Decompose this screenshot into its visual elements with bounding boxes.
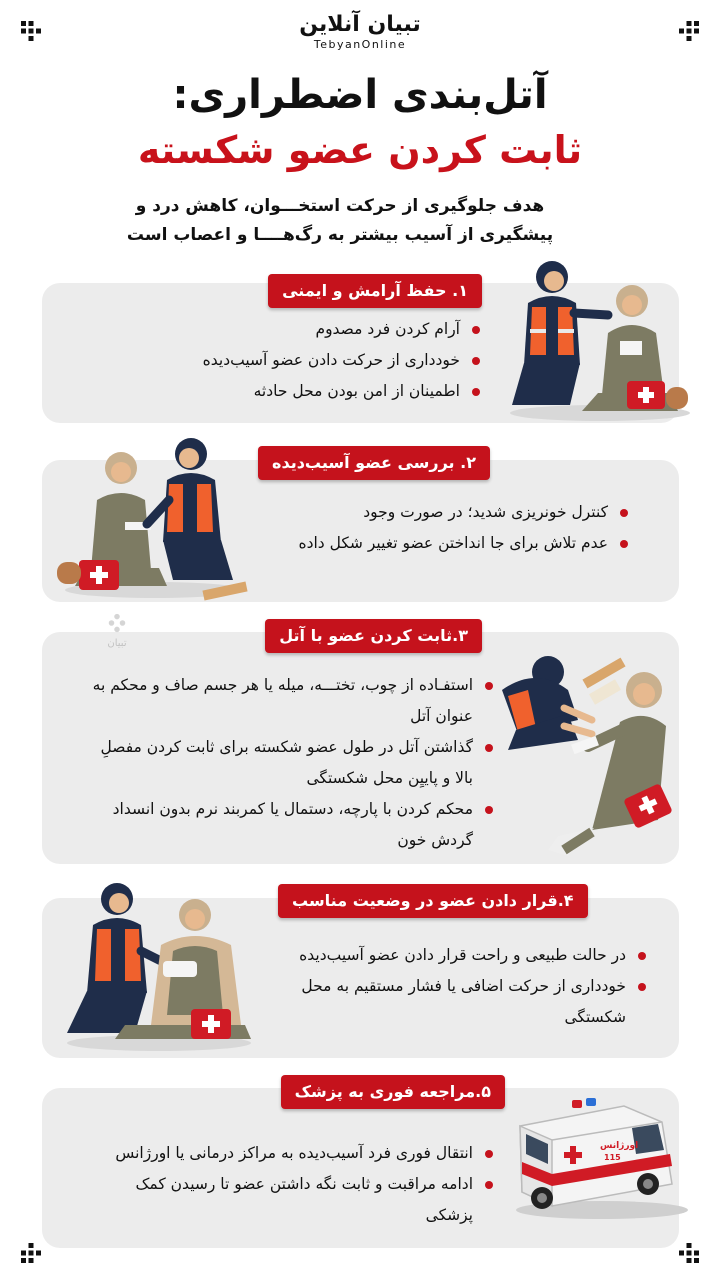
- page-subtitle-red: ثابت کردن عضو شکسته: [137, 128, 583, 172]
- page-title: آتل‌بندی اضطراری:: [172, 72, 548, 118]
- step-title: ۳.ثابت کردن عضو با آتل: [265, 619, 482, 653]
- step-list: [90, 1138, 495, 1231]
- list-item: خودداری از حرکت اضافی یا فشار مستقیم به محل شکستگی: [268, 971, 648, 1033]
- ambulance-icon: [512, 1088, 690, 1223]
- rescuer-checking-arm-icon: [55, 430, 250, 605]
- brand-logo: [0, 12, 720, 52]
- list-item: آرام کردن فرد مصدوم: [162, 314, 482, 345]
- list-item: در حالت طبیعی و راحت قرار دادن عضو آسیب‌دیده: [268, 940, 648, 971]
- ambulance-label: اورژانس: [600, 1141, 639, 1151]
- corner-ornament-icon: [676, 1240, 702, 1266]
- step-title: ۱. حفظ آرامش و ایمنی: [268, 274, 482, 308]
- watermark-logo: [93, 612, 141, 660]
- list-item: کنترل خونریزی شدید؛ در صورت وجود: [250, 497, 630, 528]
- step-list: [90, 670, 495, 856]
- list-item: محکم کردن با پارچه، دستمال یا کمربند نرم بدون انسداد گردش خون: [90, 794, 495, 856]
- intro-line: پیشگیری از آسیب بیشتر به رگ‌هــــا و اعصاب است: [126, 225, 554, 245]
- list-item: اطمینان از امن بودن محل حادثه: [162, 376, 482, 407]
- list-item: خودداری از حرکت دادن عضو آسیب‌دیده: [162, 345, 482, 376]
- list-item: عدم تلاش برای جا انداختن عضو تغییر شکل داده: [250, 528, 630, 559]
- rescuer-splinting-icon: [488, 650, 688, 865]
- brand-name-fa: تبیان آنلاین: [299, 12, 421, 37]
- list-item: گذاشتن آتل در طول عضو شکسته برای ثابت کردن مفصلِ بالا و پاییِن محل شکستگی: [90, 732, 495, 794]
- watermark-text: تبیان: [107, 638, 127, 649]
- step-list: [250, 497, 630, 559]
- step-title: ۲. بررسی عضو آسیب‌دیده: [258, 446, 490, 480]
- rescuer-comforting-injured-icon: [500, 255, 695, 425]
- corner-ornament-icon: [18, 1240, 44, 1266]
- intro-line: هدف جلوگیری از حرکت استخـــوان، کاهش درد و: [135, 196, 545, 216]
- list-item: استفـاده از چوب، تختـــه، میله یا هر جسم صاف و محکم به عنوان آتل: [90, 670, 495, 732]
- ambulance-number: 115: [604, 1153, 621, 1162]
- brand-name-en: TebyanOnline: [313, 38, 407, 51]
- rescuer-bandaging-icon: [55, 875, 260, 1055]
- step-title: ۴.قرار دادن عضو در وضعیت مناسب: [278, 884, 588, 918]
- step-list: [162, 314, 482, 407]
- step-list: [268, 940, 648, 1033]
- intro-text: [90, 192, 590, 250]
- list-item: انتقال فوری فرد آسیب‌دیده به مراکز درمانی یا اورژانس: [90, 1138, 495, 1169]
- list-item: ادامه مراقبت و ثابت نگه داشتن عضو تا رسیدن کمک پزشکی: [90, 1169, 495, 1231]
- step-title: ۵.مراجعه فوری به پزشک: [281, 1075, 505, 1109]
